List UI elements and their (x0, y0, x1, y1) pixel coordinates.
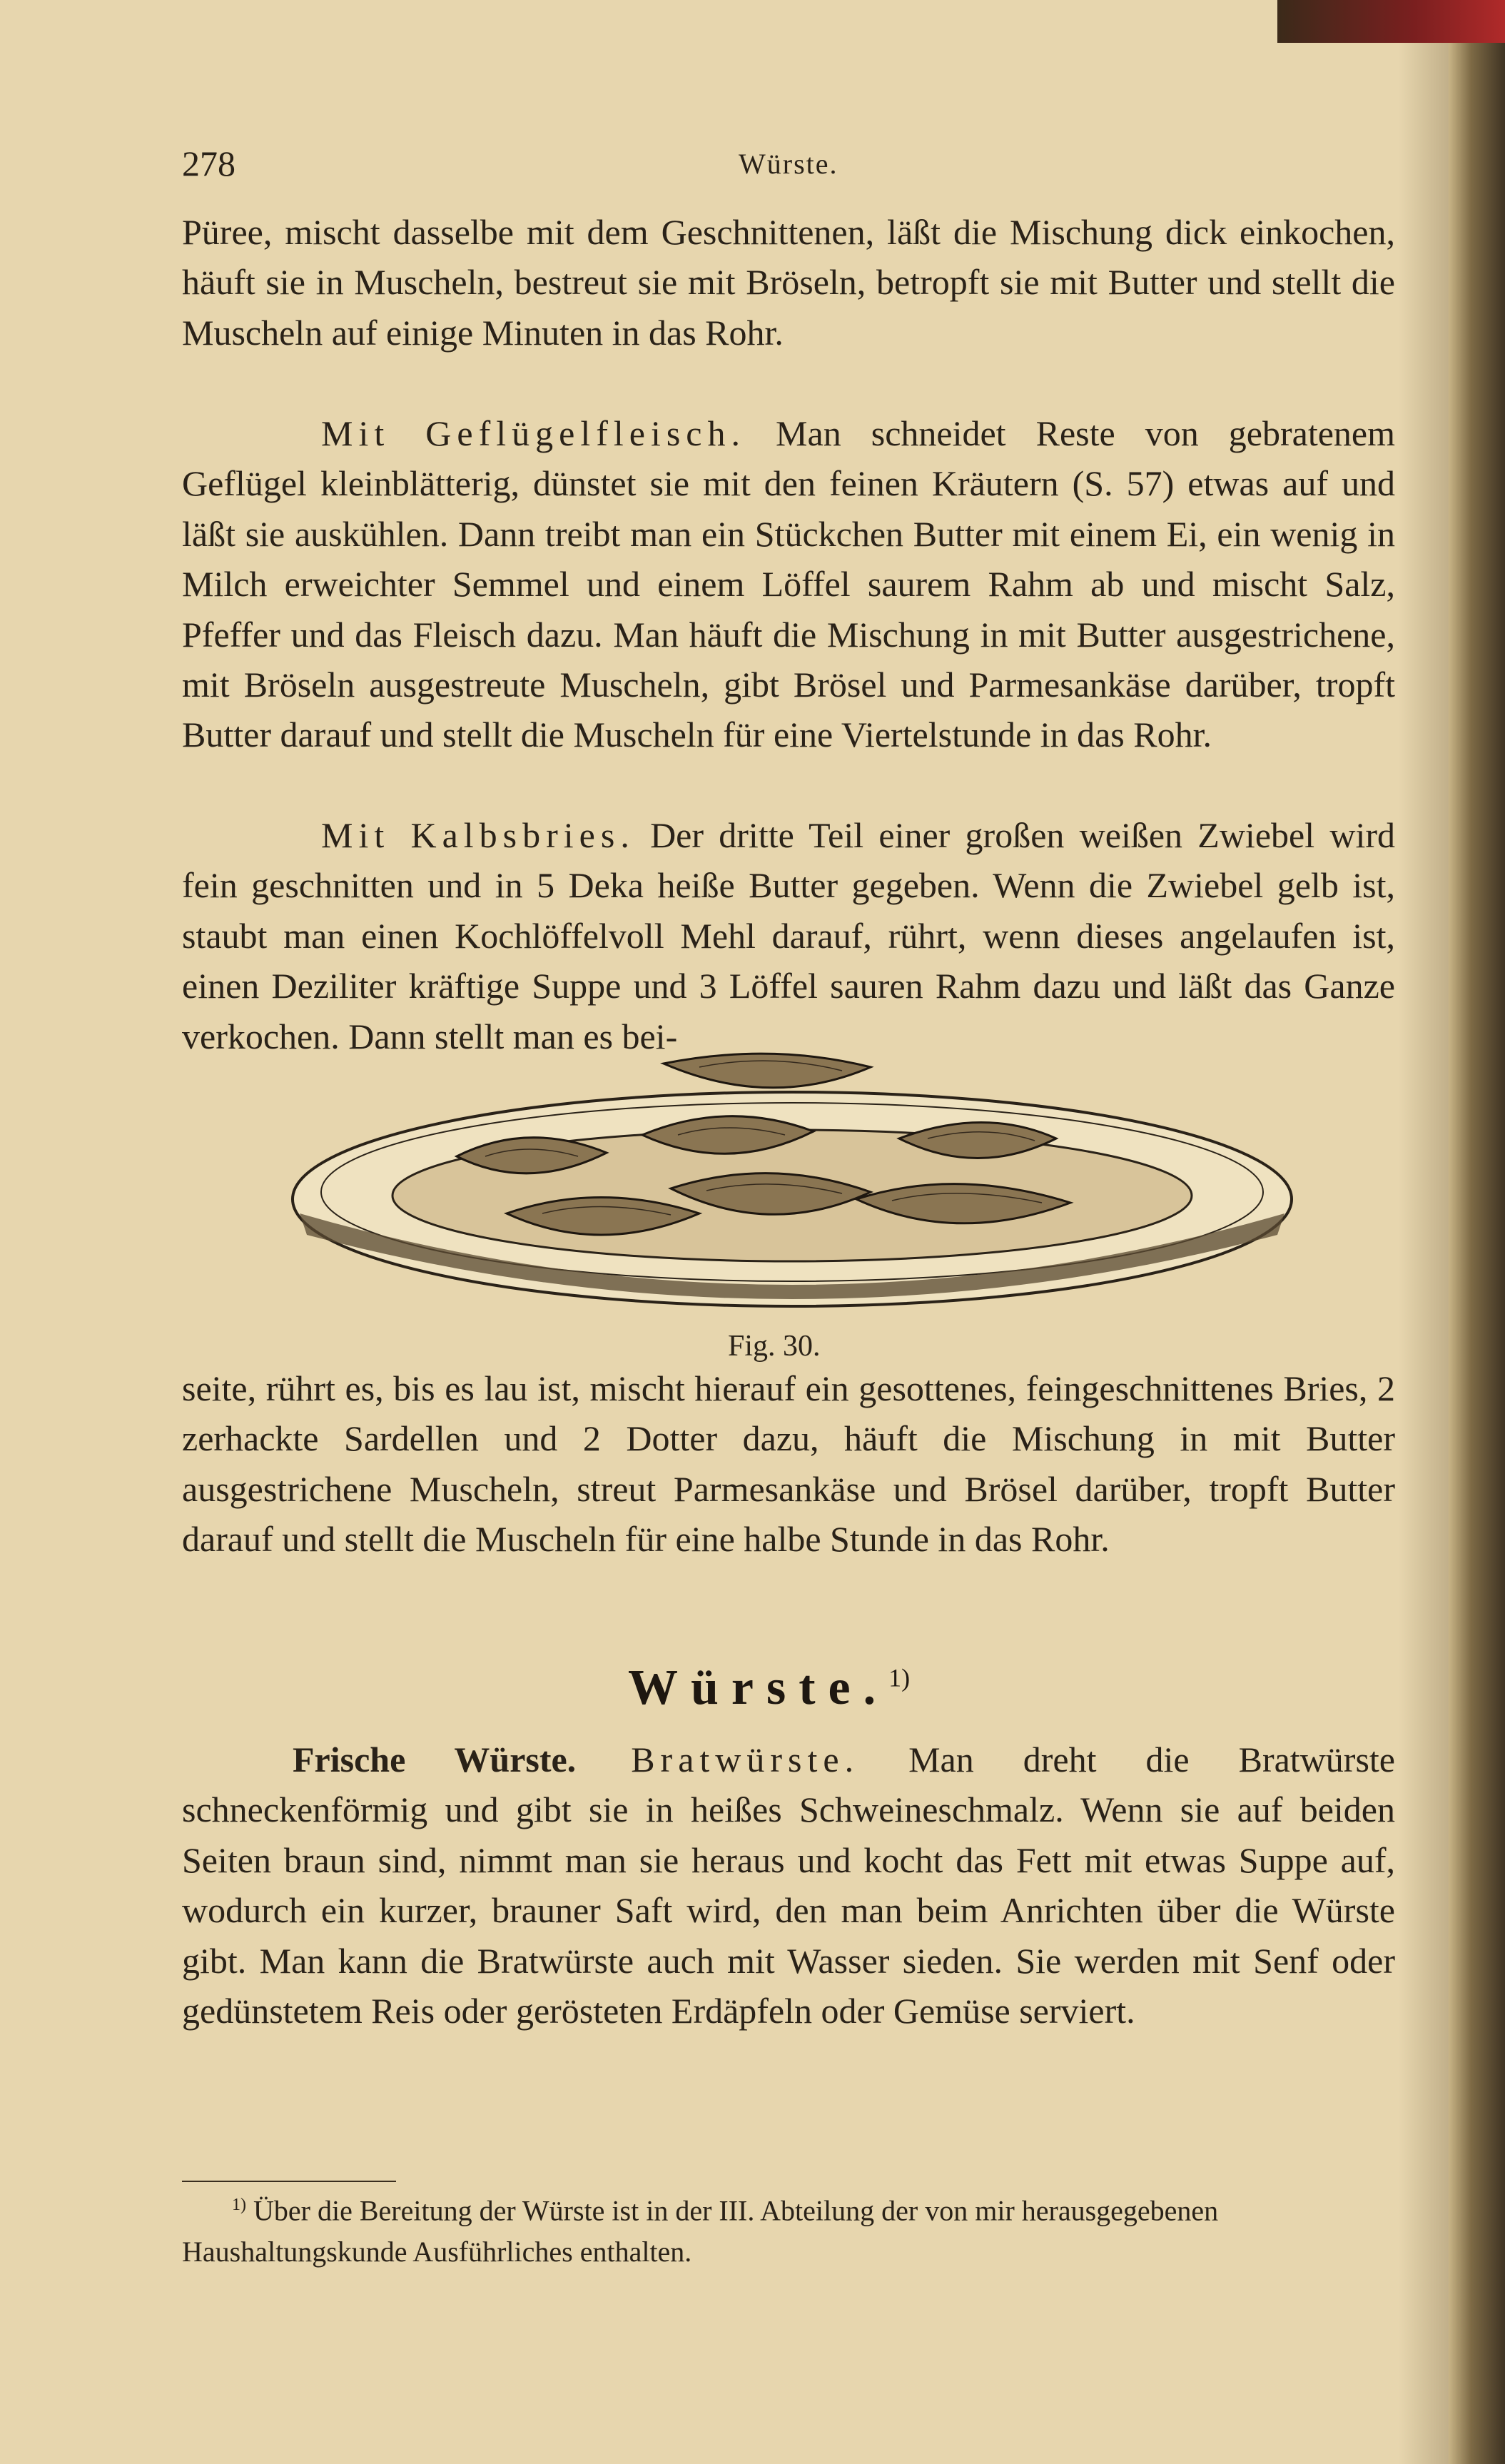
page-gutter-shadow (1399, 0, 1456, 2464)
paragraph-frische-wuerste: Frische Würste. Bratwürste. Man dreht die Bratwürste schneckenförmig und gibt sie in heißes Schweineschmalz. Wenn sie auf beiden Seiten braun sind, nimmt man sie heraus und kocht das Fett mit etwas Suppe auf, wodurch ein kurzer, brauner Saft wird, den man beim Anrichten über die Würste gibt. Man kann die Bratwürste auch mit Wasser sieden. Sie werden mit Senf oder gedünstetem Reis oder gerösteten Erdäpfeln oder Gemüse serviert. (182, 1740, 1395, 2031)
footnote: $^{1)}$ Über die Bereitung der Würste ist in der III. Abteilung der von mir herausgegebenen Haushaltungskunde Ausführliches enthalten. (182, 2194, 1219, 2268)
corner-bookmark (1277, 0, 1505, 43)
subheading-kalbsbries: Mit Kalbsbries. (321, 815, 635, 855)
running-head: Würste. (739, 148, 838, 180)
page-number: 278 (182, 143, 235, 183)
footnote-marker: 1) (888, 1663, 911, 1692)
subheading-frische-wuerste: Frische Würste. (293, 1740, 577, 1779)
paragraph-gefluegel: Mit Geflügelfleisch. Man schneidet Reste von gebratenem Geflügel kleinblätterig, dünstet sie mit den feinen Kräutern (S. 57) etwas auf und läßt sie auskühlen. Dann treibt man ein Stückchen Butter mit einem Ei, ein wenig in Milch erweichter Semmel und einem Löffel saurem Rahm ab und mischt Salz, Pfeffer und das Fleisch dazu. Man häuft die Mischung in mit Butter ausgestrichene, mit Bröseln ausgestreute Muscheln, gibt Brösel und Parmesankäse darüber, tropft Butter darauf und stellt die Muscheln für eine Viertelstunde in das Rohr. (182, 413, 1395, 755)
paragraph-kalbsbries: Mit Kalbsbries. Der dritte Teil einer großen weißen Zwiebel wird fein geschnitten und in 5 Deka heiße Butter gegeben. Wenn die Zwiebel gelb ist, staubt man einen Kochlöffelvoll Mehl darauf, rührt, wenn dieses angelaufen ist, einen Deziliter kräftige Suppe und 3 Löffel sauren Rahm dazu und läßt das Ganze verkochen. Dann stellt man es bei- (182, 815, 1395, 1056)
footnote-number: 1) (232, 2196, 246, 2214)
subheading-gefluegel: Mit Geflügelfleisch. (321, 413, 746, 453)
book-edge (1449, 0, 1505, 2464)
paragraph-1: Püree, mischt dasselbe mit dem Geschnittenen, läßt die Mischung dick einkochen, häuft sie in Muscheln, bestreut sie mit Bröseln, betropft sie mit Butter und stellt die Muscheln auf einige Minuten in das Rohr. (182, 212, 1395, 353)
figure-caption: Fig. 30. (728, 1330, 821, 1363)
subheading-bratwuerste: Bratwürste. (576, 1740, 860, 1779)
section-heading-wuerste: Würste.$^{1)}$ (628, 1660, 911, 1715)
figure-plate-with-shells (271, 1049, 1313, 1349)
footnote-rule (182, 2181, 396, 2182)
page-header (182, 143, 1384, 193)
paragraph-continuation: seite, rührt es, bis es lau ist, mischt hierauf ein gesottenes, feingeschnittenes Bries, 2 zerhackte Sardellen und 2 Dotter dazu, häuft die Mischung in mit Butter ausgestrichene Muscheln, streut Parmesankäse und Brösel darüber, tropft Butter darauf und stellt die Muscheln für eine halbe Stunde in das Rohr. (182, 1368, 1395, 1560)
